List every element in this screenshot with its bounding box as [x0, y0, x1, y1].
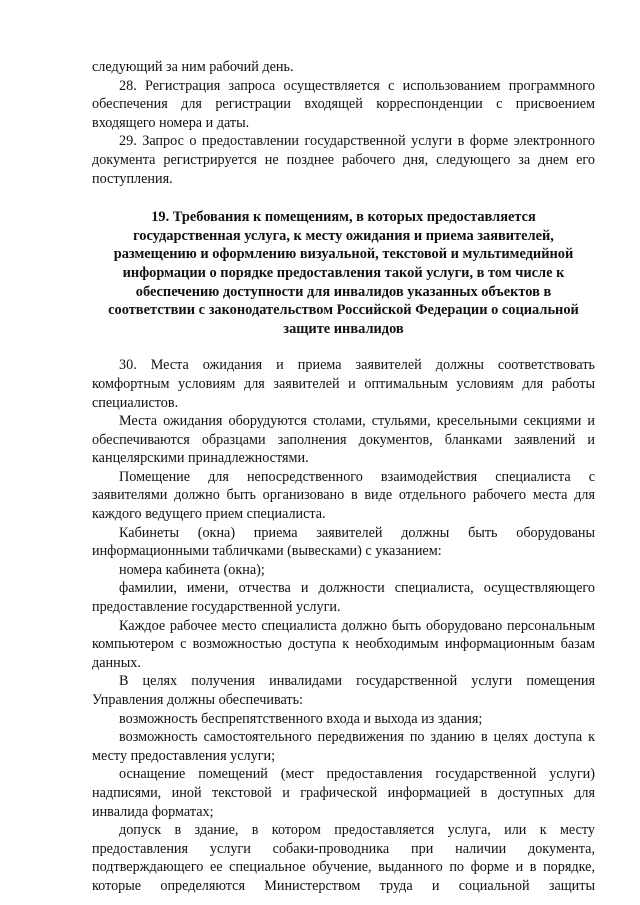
- list-item-entrance: возможность беспрепятственного входа и выхода из здания;: [119, 710, 483, 727]
- list-item-movement: возможность самостоятельного передвижения по зданию в целях доступа к месту предоставления услуги;: [92, 729, 595, 764]
- paragraph-30: 30. Места ожидания и приема заявителей должны соответствовать комфортным условиям для заявителей и оптимальным условиям для работы специалистов.: [92, 357, 595, 411]
- paragraph-waiting-areas: Места ожидания оборудуются столами, стульями, кресельными секциями и обеспечиваются образцами заполнения документов, бланками заявлений и канцелярскими принадлежностями.: [92, 413, 595, 467]
- section-heading: 19. Требования к помещениям, в которых предоставляется государственная услуга, к месту ожидания и приема заявителей, размещению и оформлению визуальной, текстовой и мультимедийной информации о порядке предоставления такой услуги, в том числе к обеспечению доступности для инвалидов указанных объектов в соответствии с законодательством Российской Федерации о социальной защите инвалидов: [108, 209, 579, 337]
- paragraph-cabinets: Кабинеты (окна) приема заявителей должны быть оборудованы информационными табличками (вывесками) с указанием:: [92, 524, 595, 560]
- paragraph-workplace: Каждое рабочее место специалиста должно быть оборудовано персональным компьютером с возможностью доступа к необходимым информационным базам данных.: [92, 617, 595, 671]
- paragraph-29: 29. Запрос о предоставлении государственной услуги в форме электронного документа регистрируется не позднее рабочего дня, следующего за днем его поступления.: [92, 133, 595, 187]
- paragraph-disabled-access: В целях получения инвалидами государственной услуги помещения Управления должны обеспечивать:: [92, 673, 595, 708]
- list-item-cabinet-number: номера кабинета (окна);: [119, 561, 265, 578]
- list-item-signage: оснащение помещений (мест предоставления государственной услуги) надписями, иной текстовой и графической информацией в доступных для инвалида форматах;: [92, 766, 595, 820]
- document-page: [92, 58, 595, 896]
- paragraph-continuation: следующий за ним рабочий день.: [92, 59, 294, 75]
- paragraph-premises: Помещение для непосредственного взаимодействия специалиста с заявителями должно быть организовано в виде отдельного рабочего места для каждого ведущего прием специалиста.: [92, 468, 595, 523]
- paragraph-28: 28. Регистрация запроса осуществляется с использованием программного обеспечения для регистрации входящей корреспонденции с присвоением входящего номера и даты.: [92, 77, 595, 131]
- list-item-guide-dog: допуск в здание, в котором предоставляется услуга, или к месту предоставления услуги собаки-проводника при наличии документа, подтверждающего ее специальное обучение, выданного по форме и в порядке, которые определяются Министерством труда и социальной защиты: [92, 822, 595, 894]
- list-item-specialist-name: фамилии, имени, отчества и должности специалиста, осуществляющего предоставление государственной услуги.: [92, 580, 595, 616]
